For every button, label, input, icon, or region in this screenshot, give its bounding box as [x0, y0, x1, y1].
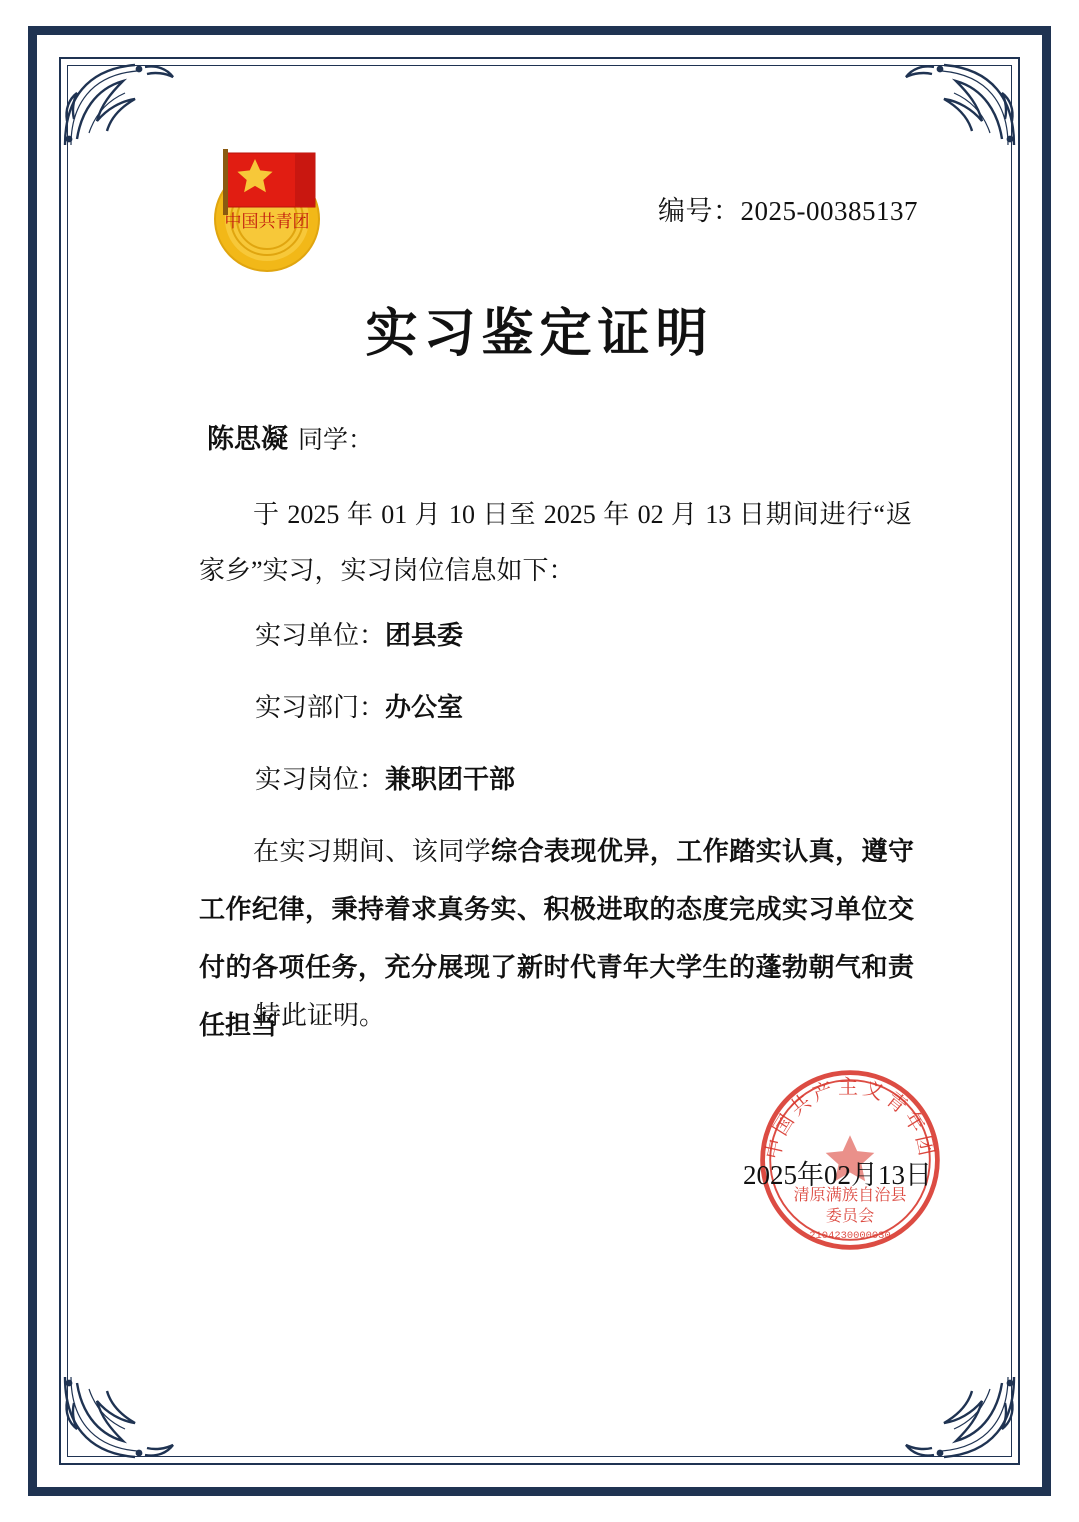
serial-number — [658, 189, 918, 228]
svg-text:委员会: 委员会 — [825, 1207, 875, 1225]
intro-paragraph: 于 2025 年 01 月 10 日至 2025 年 02 月 13 日期间进行“返家乡”实习，实习岗位信息如下： — [199, 500, 912, 585]
serial-label: 编号： — [658, 196, 741, 226]
field-internship-department — [255, 687, 463, 724]
svg-text:2104230000030: 2104230000030 — [809, 1229, 891, 1242]
field-label: 实习岗位： — [255, 765, 386, 794]
svg-text:中国共产主义青年团: 中国共产主义青年团 — [762, 1076, 938, 1162]
issue-date: 2025年02月13日 — [743, 1160, 932, 1190]
closing-statement: 特此证明。 — [255, 1001, 386, 1030]
student-name: 陈思凝 — [207, 424, 288, 454]
page-title: 实习鉴定证明 — [365, 306, 714, 363]
evaluation-lead: 在实习期间、该同学 — [253, 837, 492, 866]
communist-youth-league-emblem-icon — [187, 123, 347, 283]
field-internship-organization — [255, 615, 463, 652]
svg-text:中国共青团: 中国共青团 — [224, 212, 310, 231]
svg-text:清原满族自治县: 清原满族自治县 — [793, 1186, 907, 1204]
certificate-outer-border — [28, 26, 1051, 1496]
field-value: 办公室 — [385, 693, 464, 722]
evaluation-text: 综合表现优异，工作踏实认真，遵守工作纪律，秉持着求真务实、积极进取的态度完成实习单位交付的各项任务，充分展现了新时代青年大学生的蓬勃朝气和责任担当 — [199, 837, 914, 1040]
serial-value: 2025-00385137 — [740, 196, 918, 226]
field-value: 兼职团干部 — [385, 765, 516, 794]
certificate-content — [107, 95, 972, 1427]
field-value: 团县委 — [385, 621, 464, 650]
field-label: 实习部门： — [255, 693, 386, 722]
student-salutation-suffix: 同学： — [298, 427, 374, 454]
field-label: 实习单位： — [255, 621, 386, 650]
student-salutation — [207, 417, 373, 456]
field-internship-position — [255, 759, 515, 796]
